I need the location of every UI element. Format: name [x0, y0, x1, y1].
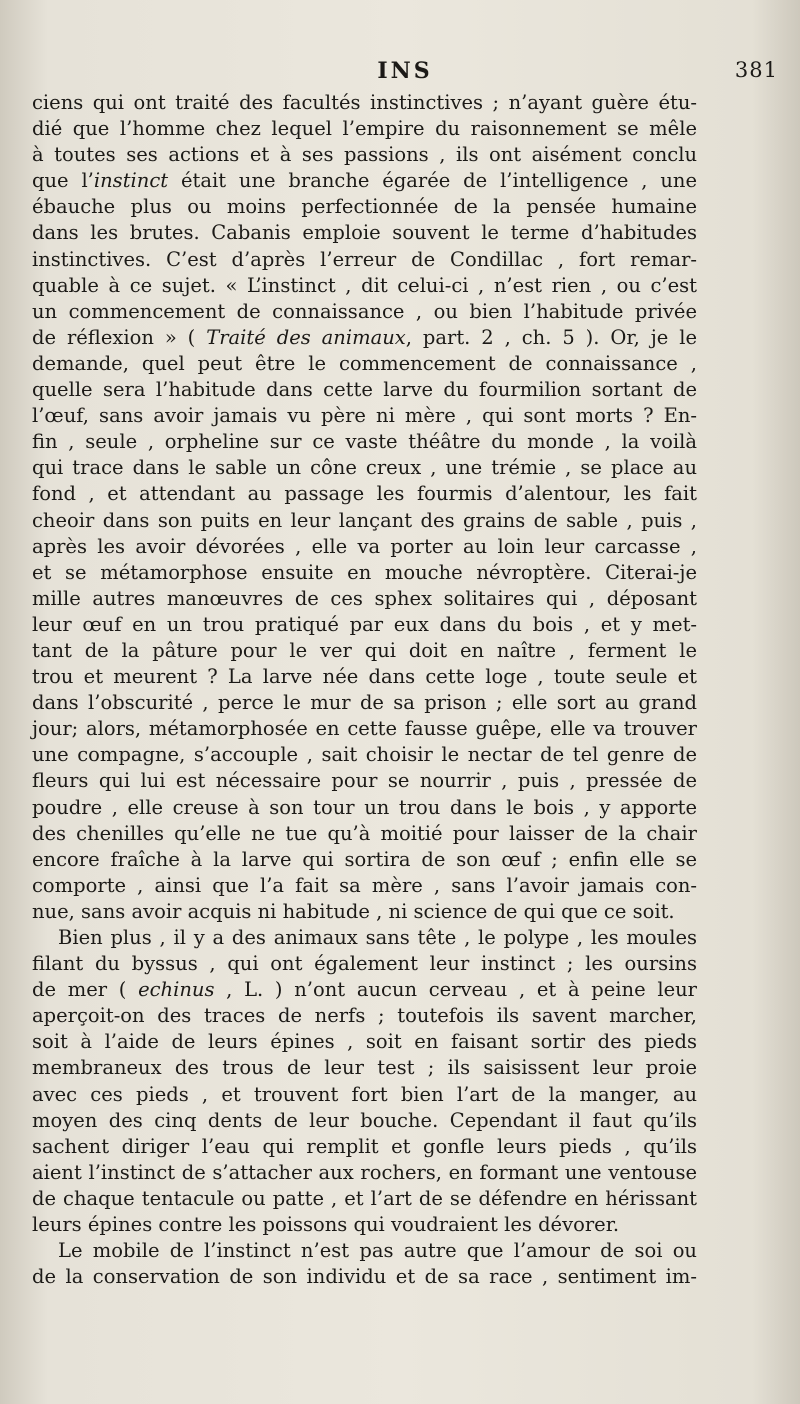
text-line: après les avoir dévorées , elle va porter au loin leur carcasse ,	[32, 534, 697, 558]
text-line: mille autres manœuvres de ces sphex solitaires qui , déposant	[32, 586, 697, 610]
text-line: quelle sera l’habitude dans cette larve du fourmilion sortant de	[32, 378, 697, 402]
text-line: encore fraîche à la larve qui sortira de son œuf ; enfin elle se	[32, 847, 697, 871]
text-line: dans l’obscurité , perce le mur de sa prison ; elle sort au grand	[32, 691, 697, 715]
text-line: instinctives. C’est d’après l’erreur de Condillac , fort remar-	[32, 247, 697, 271]
page-body	[32, 90, 697, 1290]
text-line: ébauche plus ou moins perfectionnée de la pensée humaine	[32, 195, 697, 219]
running-head: INS	[377, 58, 433, 84]
text-line: fond , et attendant au passage les fourmis d’alentour, les fait	[32, 482, 697, 506]
text-line: trou et meurent ? La larve née dans cette loge , toute seule et	[32, 665, 697, 689]
text-line: demande, quel peut être le commencement de connaissance ,	[32, 351, 697, 375]
text-line: fleurs qui lui est nécessaire pour se nourrir , puis , pressée de	[32, 769, 697, 793]
paragraph-1	[32, 90, 697, 925]
text-line: cheoir dans son puits en leur lançant des grains de sable , puis ,	[32, 508, 697, 532]
text-line: avec ces pieds , et trouvent fort bien l’art de la manger, au	[32, 1082, 697, 1106]
text-line: tant de la pâture pour le ver qui doit en naître , ferment le	[32, 638, 697, 662]
text-line: comporte , ainsi que l’a fait sa mère , sans l’avoir jamais con-	[32, 873, 697, 897]
text-line: fin , seule , orpheline sur ce vaste théâtre du monde , la voilà	[32, 430, 697, 454]
text-line: poudre , elle creuse à son tour un trou dans le bois , y apporte	[32, 795, 697, 819]
text-line: aperçoit-on des traces de nerfs ; toutefois ils savent marcher,	[32, 1004, 697, 1028]
paragraph-2	[32, 925, 697, 1238]
page-header	[32, 58, 778, 88]
text-line: et se métamorphose ensuite en mouche névroptère. Citerai-je	[32, 560, 697, 584]
text-line: dans les brutes. Cabanis emploie souvent le terme d’habitudes	[32, 221, 697, 245]
text-line: une compagne, s’accouple , sait choisir le nectar de tel genre de	[32, 743, 697, 767]
page-number: 381	[734, 58, 778, 82]
text-line: sachent diriger l’eau qui remplit et gonfle leurs pieds , qu’ils	[32, 1134, 697, 1158]
text-line: soit à l’aide de leurs épines , soit en faisant sortir des pieds	[32, 1030, 697, 1054]
paragraph-3	[32, 1238, 697, 1290]
text-line: de mer ( echinus , L. ) n’ont aucun cerveau , et à peine leur	[32, 978, 698, 1002]
text-line: des chenilles qu’elle ne tue qu’à moitié pour laisser de la chair	[32, 821, 697, 845]
text-line: à toutes ses actions et à ses passions , ils ont aisément conclu	[32, 143, 697, 167]
text-line: quable à ce sujet. « L’instinct , dit celui-ci , n’est rien , ou c’est	[32, 273, 697, 297]
text-line: de réflexion » ( Traité des animaux, part. 2 , ch. 5 ). Or, je le	[32, 325, 697, 349]
text-line: membraneux des trous de leur test ; ils saisissent leur proie	[32, 1056, 697, 1080]
text-line: qui trace dans le sable un cône creux , une trémie , se place au	[32, 456, 697, 480]
text-line: que l’instinct était une branche égarée de l’intelligence , une	[32, 169, 698, 193]
text-line: Le mobile de l’instinct n’est pas autre que l’amour de soi ou	[58, 1239, 697, 1263]
text-line: un commencement de connaissance , ou bien l’habitude privée	[32, 299, 697, 323]
text-line: jour; alors, métamorphosée en cette fausse guêpe, elle va trouver	[32, 717, 697, 741]
text-line: nue, sans avoir acquis ni habitude , ni science de qui que ce soit.	[32, 899, 675, 923]
text-line: de chaque tentacule ou patte , et l’art de se défendre en hérissant	[32, 1186, 697, 1210]
text-line: moyen des cinq dents de leur bouche. Cependant il faut qu’ils	[32, 1108, 697, 1132]
text-line: l’œuf, sans avoir jamais vu père ni mère , qui sont morts ? En-	[32, 404, 697, 428]
text-line: ciens qui ont traité des facultés instinctives ; n’ayant guère étu-	[32, 91, 697, 114]
text-line: Bien plus , il y a des animaux sans tête , le polype , les moules	[58, 926, 697, 949]
text-line: filant du byssus , qui ont également leur instinct ; les oursins	[32, 952, 697, 976]
text-line: leur œuf en un trou pratiqué par eux dans du bois , et y met-	[32, 612, 697, 636]
text-line: de la conservation de son individu et de sa race , sentiment im-	[32, 1265, 697, 1289]
text-line: dié que l’homme chez lequel l’empire du raisonnement se mêle	[32, 117, 697, 141]
text-line: leurs épines contre les poissons qui voudraient les dévorer.	[32, 1213, 620, 1237]
text-line: aient l’instinct de s’attacher aux rochers, en formant une ventouse	[32, 1160, 697, 1184]
